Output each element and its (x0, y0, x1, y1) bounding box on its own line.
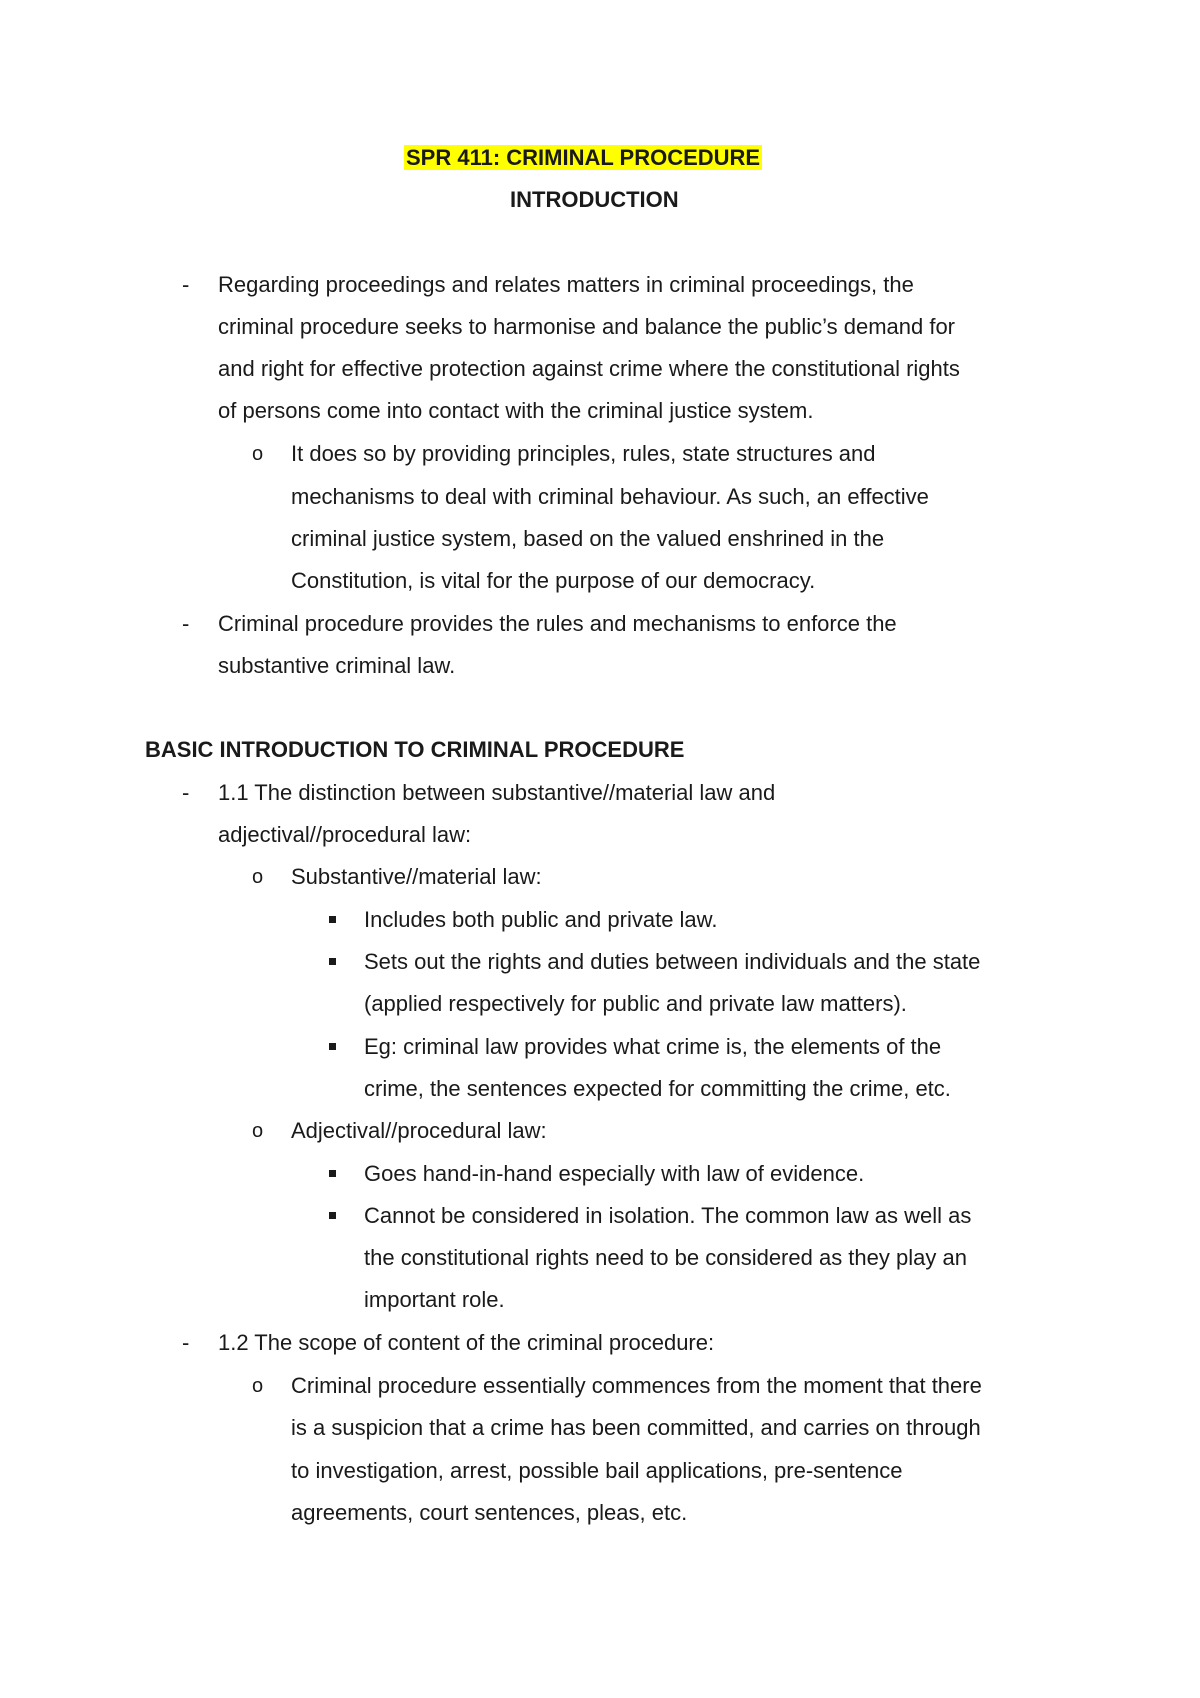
square-bullet-icon (329, 1212, 336, 1219)
item2-sub-line: Criminal procedure essentially commences from the moment that there (291, 1373, 982, 1398)
adjectival-law-heading: Adjectival//procedural law: (291, 1118, 547, 1143)
circle-bullet: o (252, 866, 264, 888)
square-bullet-icon (329, 958, 336, 965)
substantive-point: Eg: criminal law provides what crime is, the elements of the (364, 1034, 942, 1059)
item2-sub-line: is a suspicion that a crime has been committed, and carries on through (291, 1415, 981, 1440)
circle-bullet: o (252, 1120, 264, 1142)
circle-bullet: o (252, 443, 264, 465)
circle-bullet: o (252, 1375, 264, 1397)
intro-bullet2-line: substantive criminal law. (218, 653, 456, 678)
intro-bullet2-line: Criminal procedure provides the rules and mechanisms to enforce the (218, 611, 897, 636)
intro-sub-line: It does so by providing principles, rules, state structures and (291, 441, 876, 466)
square-bullet-icon (329, 916, 336, 923)
item2-line: 1.2 The scope of content of the criminal procedure: (218, 1330, 715, 1355)
dash-bullet: - (182, 1330, 190, 1355)
section-heading: BASIC INTRODUCTION TO CRIMINAL PROCEDURE (145, 737, 685, 762)
dash-bullet: - (182, 272, 190, 297)
item1-line: 1.1 The distinction between substantive//material law and (218, 780, 776, 805)
intro-sub-line: mechanisms to deal with criminal behaviour. As such, an effective (291, 484, 929, 509)
adjectival-point: important role. (364, 1287, 505, 1312)
item1-line: adjectival//procedural law: (218, 822, 472, 847)
substantive-law-heading: Substantive//material law: (291, 864, 542, 889)
intro-bullet1-line: and right for effective protection against crime where the constitutional rights (218, 356, 960, 381)
dash-bullet: - (182, 780, 190, 805)
document-subtitle: INTRODUCTION (510, 187, 679, 212)
substantive-point: Includes both public and private law. (364, 907, 718, 932)
square-bullet-icon (329, 1170, 336, 1177)
dash-bullet: - (182, 611, 190, 636)
intro-sub-line: criminal justice system, based on the valued enshrined in the (291, 526, 885, 551)
adjectival-point: Goes hand-in-hand especially with law of evidence. (364, 1161, 865, 1186)
intro-bullet1-line: of persons come into contact with the criminal justice system. (218, 398, 814, 423)
adjectival-point: the constitutional rights need to be considered as they play an (364, 1245, 967, 1270)
adjectival-point: Cannot be considered in isolation. The common law as well as (364, 1203, 972, 1228)
item2-sub-line: agreements, court sentences, pleas, etc. (291, 1500, 688, 1525)
substantive-point: crime, the sentences expected for committing the crime, etc. (364, 1076, 951, 1101)
document-title: SPR 411: CRIMINAL PROCEDURE (406, 145, 761, 170)
substantive-point: (applied respectively for public and private law matters). (364, 991, 907, 1016)
intro-bullet1-line: criminal procedure seeks to harmonise and balance the public’s demand for (218, 314, 956, 339)
item2-sub-line: to investigation, arrest, possible bail applications, pre-sentence (291, 1458, 903, 1483)
intro-sub-line: Constitution, is vital for the purpose of our democracy. (291, 568, 816, 593)
substantive-point: Sets out the rights and duties between individuals and the state (364, 949, 981, 974)
document-title-wrap (404, 144, 762, 172)
square-bullet-icon (329, 1043, 336, 1050)
intro-bullet1-line: Regarding proceedings and relates matters in criminal proceedings, the (218, 272, 914, 297)
